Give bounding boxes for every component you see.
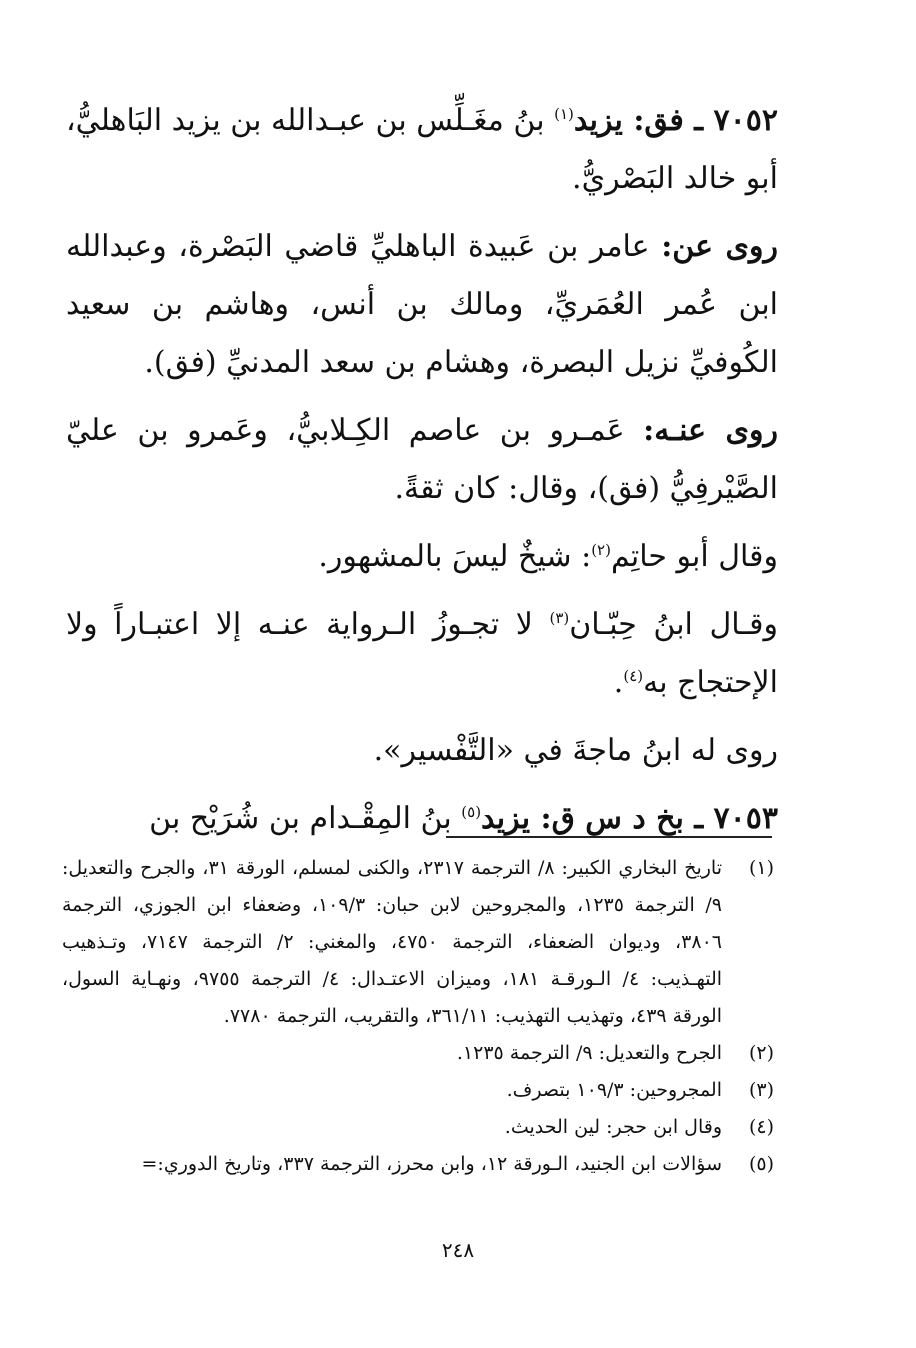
footnote-divider <box>446 836 772 838</box>
main-text <box>66 92 778 858</box>
entry-7053-heading <box>66 790 778 848</box>
ibn-hibban-pre: وقـال ابنُ حِبّـان <box>569 607 778 642</box>
footnote-text: تاريخ البخاري الكبير: ٨/ الترجمة ٢٣١٧، والكنى لمسلم، الورقة ٣١، والجرح والتعديل: ٩/ الترجمة ١٢٣٥، والمجروحين لابن حبان: ١٠٩/٣، وضعفاء ابن الجوزي، الترجمة ٣٨٠٦، وديوان الضعفاء، الترجمة ٤٧٥٠، والمغني: ٢/ الترجمة ٧١٤٧، وتـذهيب التهـذيب: ٤/ الـورقـة ١٨١، وميزان الاعتـدال: ٤/ الترجمة ٩٧٥٥، ونهـاية السول، الورقة ٤٣٩، وتهذيب التهذيب: ٣٦١/١١، والتقريب، الترجمة ٧٧٨٠. <box>62 857 723 1027</box>
rawa-an-text: عامر بن عَبيدة الباهليِّ قاضي البَصْرة، وعبدالله ابن عُمر العُمَريِّ، ومالك بن أنس، وهاشم بن سعيد الكُوفيِّ نزيل البصرة، وهشام بن سعد المدنيِّ (فق). <box>66 229 778 380</box>
rawa-anhu-text: عَمـرو بن عاصم الكِـلابيُّ، وعَمرو بن عليّ الصَّيْرفِيُّ (فق)، وقال: كان ثقةً. <box>66 413 778 506</box>
entry-7052-name: بنُ مغَـلِّس بن عبـدالله بن يزيد البَاهليُّ، أبو خالد البَصْريُّ. <box>66 103 778 196</box>
ibn-hibban-mid: لا تجـوزُ الـرواية عنـه إلا اعتبـاراً ولا الإحتجاج به <box>66 607 778 700</box>
entry-7052-title: ٧٠٥٢ ـ فق: يزيد <box>573 103 778 138</box>
rawa-an-label: روى عن: <box>661 229 778 264</box>
footnote-2 <box>62 1035 774 1072</box>
abu-hatim-pre: وقال أبو حاتِم <box>610 539 778 574</box>
footnote-ref-5[interactable]: (٥) <box>461 803 482 821</box>
entry-7052-heading <box>66 92 778 208</box>
footnote-ref-4[interactable]: (٤) <box>623 667 644 685</box>
footnote-1 <box>62 850 774 1035</box>
rawa-anhu-paragraph <box>66 402 778 518</box>
entry-7053-title: ٧٠٥٣ ـ بخ د س ق: يزيد <box>481 801 778 836</box>
page-number: ٢٤٨ <box>441 1238 475 1262</box>
rawa-an-paragraph <box>66 218 778 392</box>
footnote-5 <box>62 1146 774 1183</box>
footnote-number: (٣) <box>748 1079 774 1101</box>
footnote-text: المجروحين: ١٠٩/٣ بتصرف. <box>506 1079 722 1101</box>
ibn-majah-text: روى له ابنُ ماجةَ في «التَّفْسير». <box>373 733 778 768</box>
ibn-hibban-end: . <box>613 665 624 700</box>
footnote-number: (٤) <box>748 1116 774 1138</box>
footnote-3 <box>62 1072 774 1109</box>
abu-hatim-paragraph <box>66 528 778 586</box>
entry-7053-name: بنُ المِقْـدام بن شُرَيْح بن <box>149 801 462 836</box>
footnote-ref-1[interactable]: (١) <box>554 105 574 123</box>
footnote-number: (٥) <box>748 1153 774 1175</box>
footnote-text: سؤالات ابن الجنيد، الـورقة ١٢، وابن محرز، الترجمة ٣٣٧، وتاريخ الدوري:= <box>141 1153 722 1175</box>
abu-hatim-post: : شيخٌ ليسَ بالمشهور. <box>318 539 592 574</box>
footnote-ref-3[interactable]: (٣) <box>549 609 570 627</box>
ibn-hibban-paragraph <box>66 596 778 712</box>
footnotes <box>62 850 774 1183</box>
footnote-number: (٢) <box>748 1042 774 1064</box>
footnote-text: وقال ابن حجر: لين الحديث. <box>504 1116 722 1138</box>
footnote-text: الجرح والتعديل: ٩/ الترجمة ١٢٣٥. <box>456 1042 722 1064</box>
rawa-anhu-label: روى عنـه: <box>643 413 778 448</box>
footnote-ref-2[interactable]: (٢) <box>591 541 611 559</box>
footnote-number: (١) <box>748 857 774 879</box>
footnote-4 <box>62 1109 774 1146</box>
ibn-majah-paragraph <box>66 722 778 780</box>
